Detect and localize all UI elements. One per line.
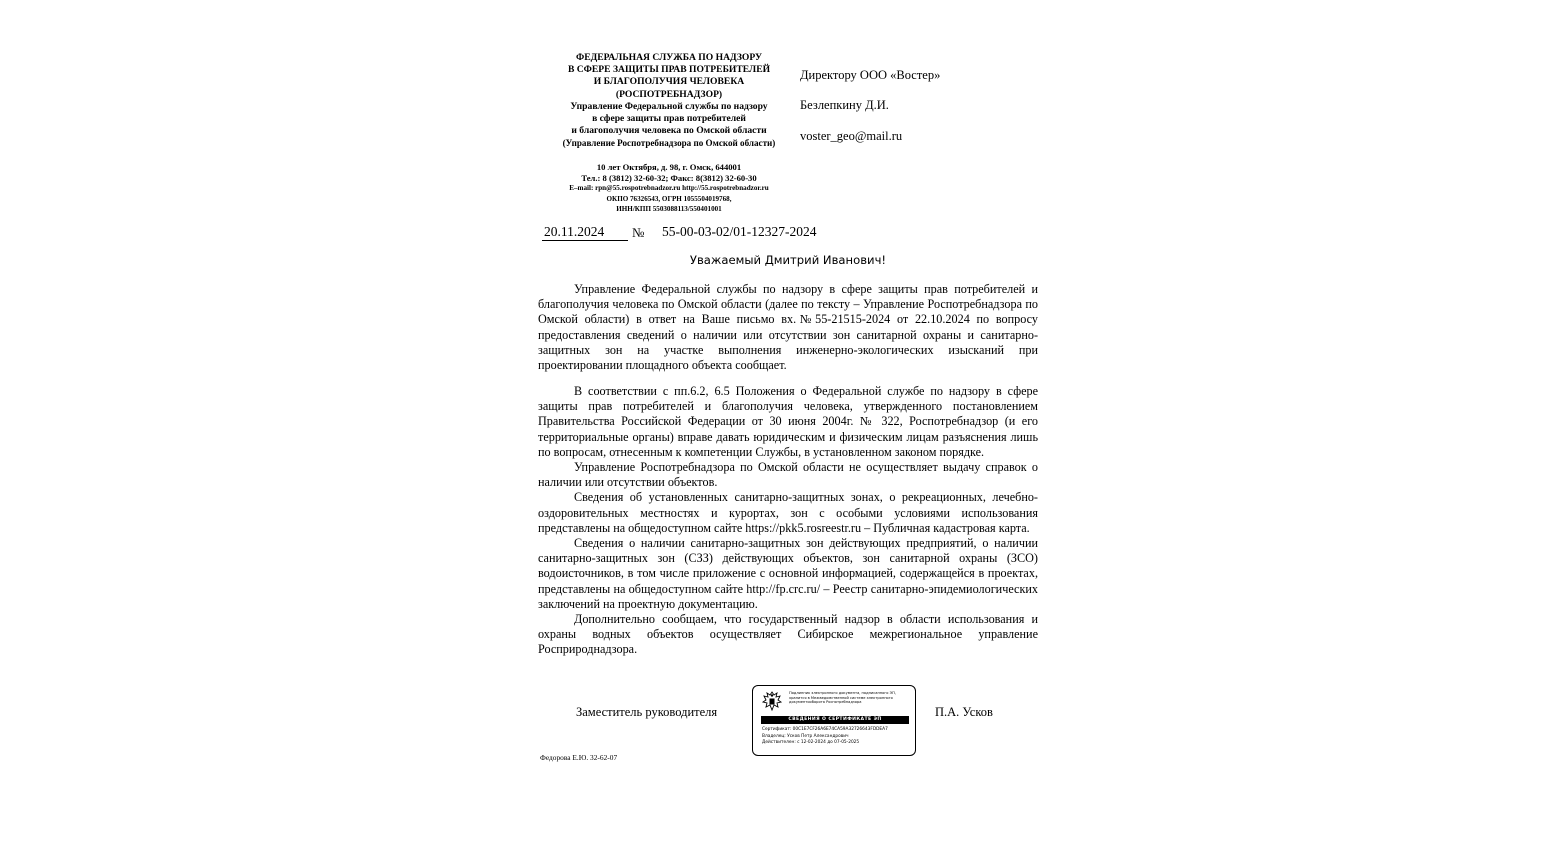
certificate-validity: Действителен: с 12-02-2024 до 07-05-2025 xyxy=(762,740,860,746)
stamp-details xyxy=(762,727,912,747)
stamp-note: Подлинник электронного документа, подписанного ЭП, хранится в Межведомственной системе электронного документооборота Роспотребнадзора xyxy=(789,691,896,704)
sender-email-web: E–mail: rpn@55.rospotrebnadzor.ru http://55.rospotrebnadzor.ru xyxy=(569,184,769,193)
registration-date: 20.11.2024 xyxy=(542,224,628,241)
org-line: (РОСПОТРЕБНАДЗОР) xyxy=(615,88,723,100)
sender-phones: Тел.: 8 (3812) 32-60-32; Факс: 8(3812) 32-60-30 xyxy=(581,172,757,183)
certificate-owner: Владелец: Усков Петр Александрович xyxy=(762,733,849,739)
body-paragraph: Управление Роспотребнадзора по Омской области не осуществляет выдачу справок о наличии или отсутствии объектов. xyxy=(538,460,1038,490)
sender-letterhead xyxy=(536,52,802,150)
greeting: Уважаемый Дмитрий Иванович! xyxy=(689,253,887,267)
sender-address: 10 лет Октября, д. 98, г. Омск, 644001 xyxy=(596,162,742,172)
body-paragraph: Дополнительно сообщаем, что государственный надзор в области использования и охраны водных объектов осуществляет Сибирское межрегиональное управление Росприроднадзора. xyxy=(538,612,1038,657)
org-line: в сфере защиты прав потребителей xyxy=(592,113,746,125)
certificate-number: Сертификат: 00C1E7CF26A6E74CA59A32726643FDDEA7 xyxy=(762,727,888,732)
letter-body xyxy=(538,282,1038,373)
org-line: Управление Федеральной службы по надзору xyxy=(570,100,768,112)
registration-number-sign: № xyxy=(632,225,645,240)
sender-contacts xyxy=(536,162,802,215)
letter-body-continued xyxy=(538,384,1038,658)
org-line: и благополучия человека по Омской области xyxy=(571,125,767,137)
addressee-name: Безлепкину Д.И. xyxy=(800,98,889,112)
org-line: ФЕДЕРАЛЬНАЯ СЛУЖБА ПО НАДЗОРУ xyxy=(575,52,763,63)
executor-contact: Федорова Е.Ю. 32-62-07 xyxy=(540,753,618,762)
stamp-header: СВЕДЕНИЯ О СЕРТИФИКАТЕ ЭП xyxy=(761,716,909,724)
addressee-email: voster_geo@mail.ru xyxy=(800,129,903,143)
body-paragraph: Сведения об установленных санитарно-защитных зонах, о рекреационных, лечебно-оздоровительных местностях и курортах, зон с особыми условиями использования представлены на общедоступном сайте https://pkk5.rosreestr.ru – Публичная кадастровая карта. xyxy=(538,490,1038,535)
body-paragraph: В соответствии с пп.6.2, 6.5 Положения о Федеральной службе по надзору в сфере защиты прав потребителей и благополучия человека, утвержденного постановлением Правительства Российской Федерации от 30 июня 2004г. № 322, Роспотребнадзор (и его территориальные органы) вправе давать юридическим и физическим лицам разъяснения лишь по вопросам, отнесенным к компетенции Службы, в установленном законом порядке. xyxy=(538,384,1038,459)
org-short-name: (Управление Роспотребнадзора по Омской области) xyxy=(562,138,776,149)
e-signature-stamp xyxy=(752,685,916,756)
sender-okpo-ogrn: ОКПО 76326543, ОГРН 1055504019768, xyxy=(606,194,732,203)
addressee-position: Директору ООО «Востер» xyxy=(800,68,941,82)
sender-inn-kpp: ИНН/КПП 5503088113/550401001 xyxy=(616,205,722,214)
body-paragraph: Сведения о наличии санитарно-защитных зон действующих предприятий, о наличии санитарно-защитных зон (СЗЗ) действующих объектов, зон санитарной охраны (ЗСО) водоисточников, в том числе приложение с основной информацией, содержащейся в проектах, представлены на общедоступном сайте http://fp.crc.ru/ – Реестр санитарно-эпидемиологических заключений на проектную документацию. xyxy=(538,536,1038,611)
registration-number: 55-00-03-02/01-12327-2024 xyxy=(662,224,817,239)
signatory-name: П.А. Усков xyxy=(935,705,993,719)
body-paragraph: Управление Федеральной службы по надзору в сфере защиты прав потребителей и благополучия человека по Омской области (далее по тексту – Управление Роспотребнадзора по Омской области) в ответ на Ваше письмо вх.№55-21515-2024 от 22.10.2024 по вопросу предоставления сведений о наличии или отсутствии зон санитарной охраны и санитарно-защитных зон на участке выполнения инженерно-экологических изысканий при проектировании площадного объекта сообщает. xyxy=(538,282,1038,373)
org-line: И БЛАГОПОЛУЧИЯ ЧЕЛОВЕКА xyxy=(593,76,745,88)
org-line: В СФЕРЕ ЗАЩИТЫ ПРАВ ПОТРЕБИТЕЛЕЙ xyxy=(567,64,771,76)
coat-of-arms-icon xyxy=(761,690,783,712)
signatory-role: Заместитель руководителя xyxy=(576,705,718,719)
